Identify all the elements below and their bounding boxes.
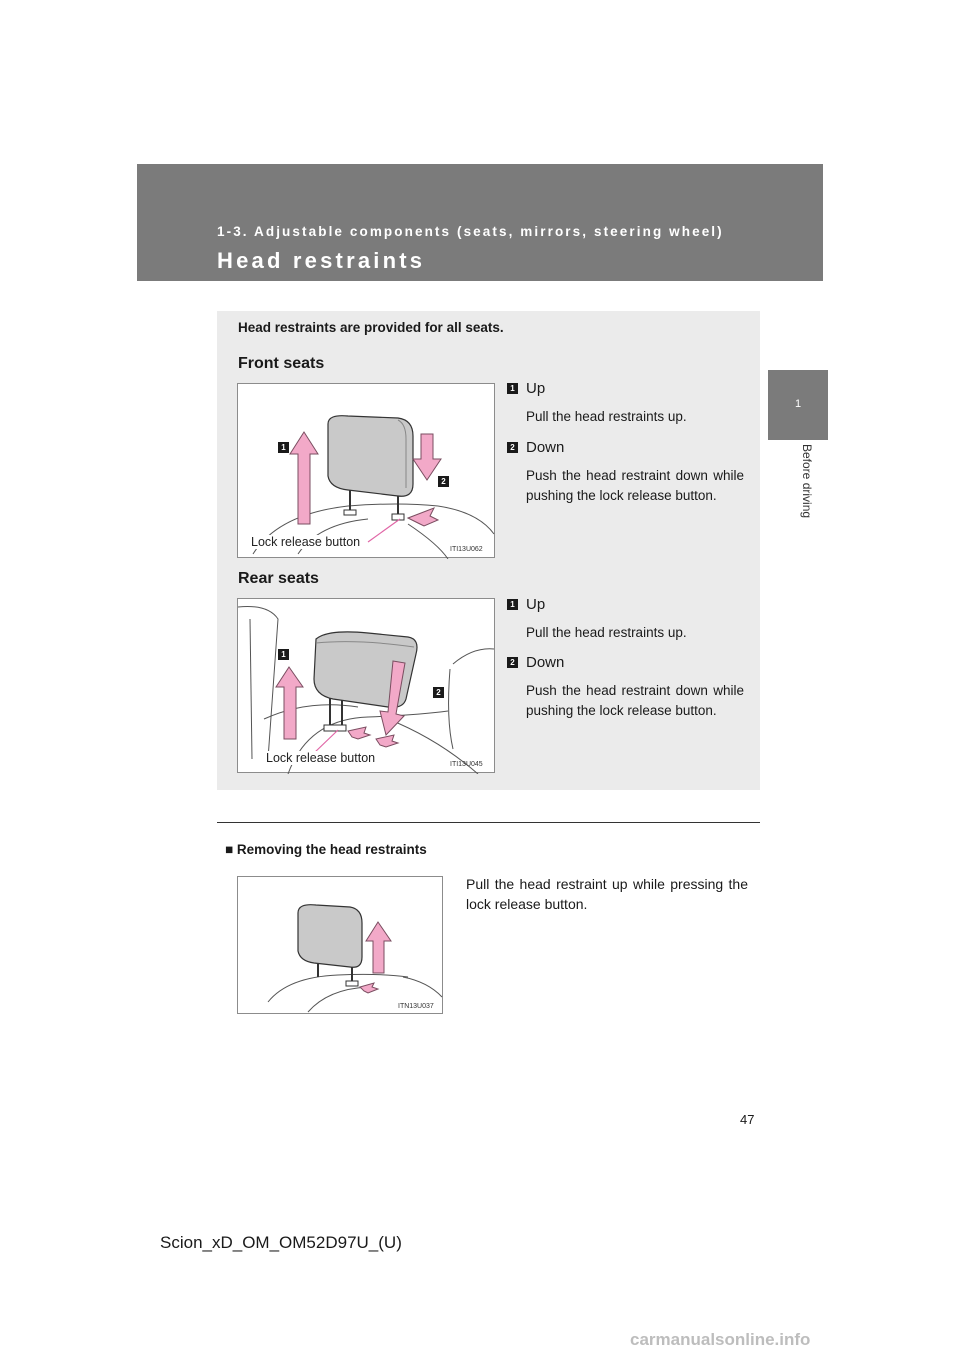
chapter-number: 1 [794,398,802,410]
chapter-tab[interactable] [768,370,828,440]
section-title: 1-3. Adjustable components (seats, mirrors, steering wheel) [217,224,724,239]
rear-seat-figure [237,598,495,773]
figure-marker-1: 1 [278,442,289,453]
lock-release-callout: Lock release button [251,535,361,549]
removing-text: Pull the head restraint up while pressing the lock release button. [466,876,748,912]
chapter-label: Before driving [800,444,814,519]
figure-marker-1: 1 [278,649,289,660]
page-header [137,164,823,281]
figure-marker-2: 2 [433,687,444,698]
removing-illustration [238,877,444,1015]
step-description: Push the head restraint down while pushing the lock release button. [526,683,744,718]
step-description: Pull the head restraints up. [526,409,687,424]
front-seats-heading: Front seats [238,355,325,372]
lock-release-callout: Lock release button [266,751,376,765]
footer-document-id: Scion_xD_OM_OM52D97U_(U) [160,1233,402,1252]
step-number-badge: 2 [507,657,518,668]
step-number-badge: 1 [507,599,518,610]
front-seat-figure [237,383,495,558]
figure-marker-2: 2 [438,476,449,487]
removing-figure [237,876,443,1014]
figure-code: ITN13U037 [398,1003,434,1010]
rear-seats-heading: Rear seats [238,570,319,587]
watermark: carmanualsonline.info [630,1330,811,1349]
figure-code: ITI13U062 [450,546,483,553]
step-number-badge: 1 [507,383,518,394]
step-description: Push the head restraint down while pushing the lock release button. [526,468,744,503]
intro-text: Head restraints are provided for all seats. [238,320,504,335]
step-title: Down [526,654,565,671]
page-number: 47 [740,1112,755,1127]
step-description: Pull the head restraints up. [526,625,687,640]
page-title: Head restraints [217,248,426,273]
step-title: Up [526,596,546,613]
section-divider [217,822,760,823]
step-title: Down [526,439,565,456]
removing-title: ■ Removing the head restraints [225,842,427,857]
step-title: Up [526,380,546,397]
front-seat-illustration [238,384,496,559]
figure-code: ITI13U045 [450,761,483,768]
step-number-badge: 2 [507,442,518,453]
rear-seat-illustration [238,599,496,774]
